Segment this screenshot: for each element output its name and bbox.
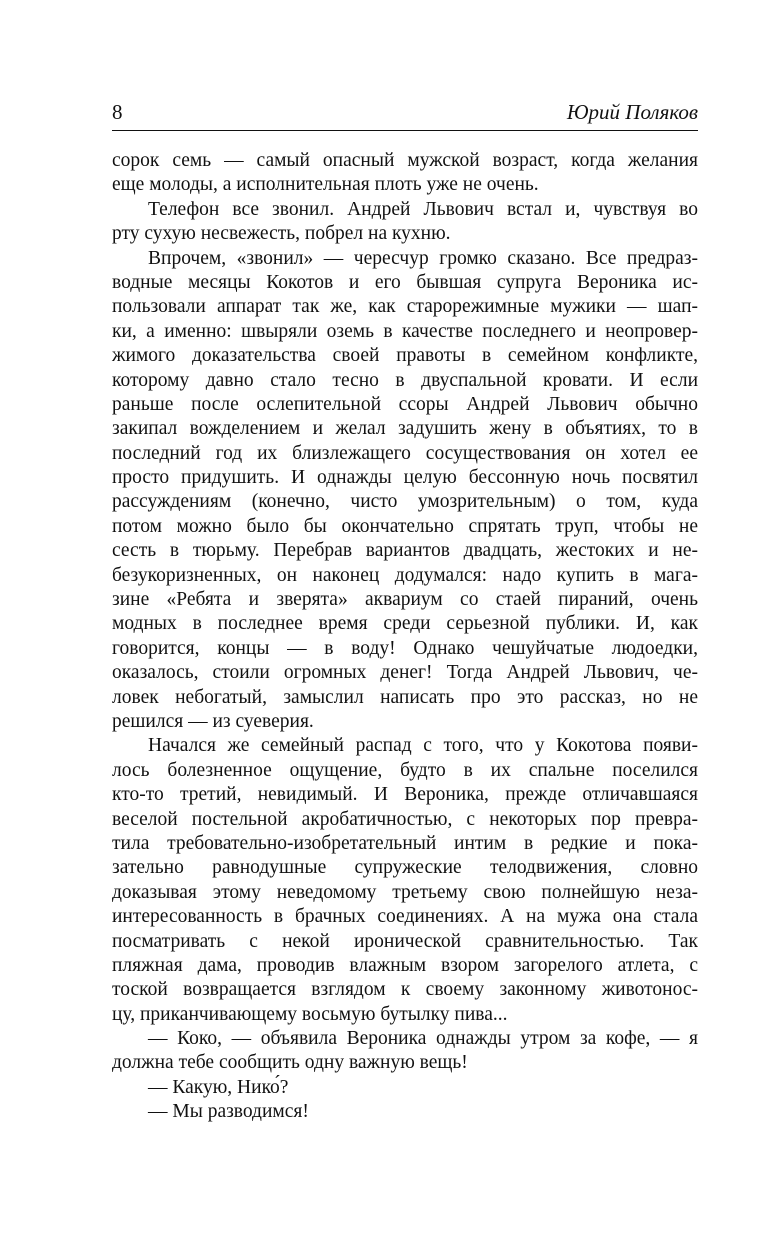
text-line: Телефон все звонил. Андрей Львович встал и, чувствуя во	[148, 198, 698, 220]
text-line: потом можно было бы окончательно спрятать труп, чтобы не	[112, 515, 698, 537]
text-line: тоской возвращается взглядом к своему законному животонос-	[112, 979, 698, 1001]
text-line: лось болезненное ощущение, будто в их спальне поселился	[112, 759, 698, 781]
text-line: последний год их близлежащего сосуществования он хотел ее	[112, 442, 698, 464]
text-line: оказалось, стоили огромных денег! Тогда Андрей Львович, че-	[112, 662, 698, 684]
text-line: жимого доказательства своей правоты в семейном конфликте,	[112, 345, 698, 367]
text-line: закипал вожделением и желал задушить жену в объятиях, то в	[112, 418, 698, 440]
text-line: кто-то третий, невидимый. И Вероника, прежде отличавшаяся	[112, 784, 698, 806]
text-line: интересованность в брачных соединениях. А на мужа она стала	[112, 906, 698, 928]
text-line: модных в последнее время среди серьезной публики. И, как	[112, 613, 698, 635]
text-line: тила требовательно-изобретательный интим в редкие и пока-	[112, 832, 698, 854]
text-line: — Какую, Нико́?	[148, 1076, 289, 1098]
text-line: — Мы разводимся!	[148, 1101, 309, 1123]
text-line: Впрочем, «звонил» — чересчур громко сказано. Все предраз-	[148, 247, 698, 269]
text-line: Начался же семейный распад с того, что у Кокотова появи-	[148, 735, 698, 757]
text-line: безукоризненных, он наконец додумался: надо купить в мага-	[112, 564, 698, 586]
running-head-author: Юрий Поляков	[566, 100, 698, 124]
text-line: просто придушить. И однажды целую бессонную ночь посвятил	[112, 467, 698, 489]
text-line: которому давно стало тесно в двуспальной кровати. И если	[112, 369, 698, 391]
text-line: говорится, концы — в воду! Однако чешуйчатые людоедки,	[112, 637, 698, 659]
text-line: рту сухую несвежесть, побрел на кухню.	[112, 223, 451, 245]
text-line: посматривать с некой иронической сравнительностью. Так	[112, 930, 698, 952]
text-line: раньше после ослепительной ссоры Андрей Львович обычно	[112, 393, 698, 415]
text-line: рассуждениям (конечно, чисто умозрительным) о том, куда	[112, 491, 698, 513]
text-line: веселой постельной акробатичностью, с некоторых пор превра-	[112, 808, 698, 830]
text-line: еще молоды, а исполнительная плоть уже не очень.	[112, 174, 539, 196]
text-line: зине «Ребята и зверята» аквариум со стаей пираний, очень	[112, 589, 698, 611]
text-line: ки, а именно: швыряли оземь в качестве последнего и неопровер-	[112, 320, 698, 342]
text-line: цу, приканчивающему восьмую бутылку пива...	[112, 1003, 508, 1025]
text-line: — Коко, — объявила Вероника однажды утром за кофе, — я	[148, 1028, 698, 1050]
text-line: сесть в тюрьму. Перебрав вариантов двадцать, жестоких и не-	[112, 540, 698, 562]
text-line: водные месяцы Кокотов и его бывшая супруга Вероника ис-	[112, 271, 698, 293]
text-line: пляжная дама, проводив влажным взором загорелого атлета, с	[112, 954, 698, 976]
text-line: ловек небогатый, замыслил написать про это рассказ, но не	[112, 686, 698, 708]
text-line: пользовали аппарат так же, как старорежимные мужики — шап-	[112, 296, 698, 318]
text-line: должна тебе сообщить одну важную вещь!	[112, 1052, 468, 1074]
page-number: 8	[112, 100, 123, 124]
body-text	[112, 149, 698, 1125]
text-line: зательно равнодушные супружеские телодвижения, словно	[112, 857, 698, 879]
text-line: решился — из суеверия.	[112, 710, 314, 732]
page-header	[112, 98, 698, 131]
text-line: доказывая этому неведомому третьему свою полнейшую неза-	[112, 881, 698, 903]
text-line: сорок семь — самый опасный мужской возраст, когда желания	[112, 150, 698, 171]
